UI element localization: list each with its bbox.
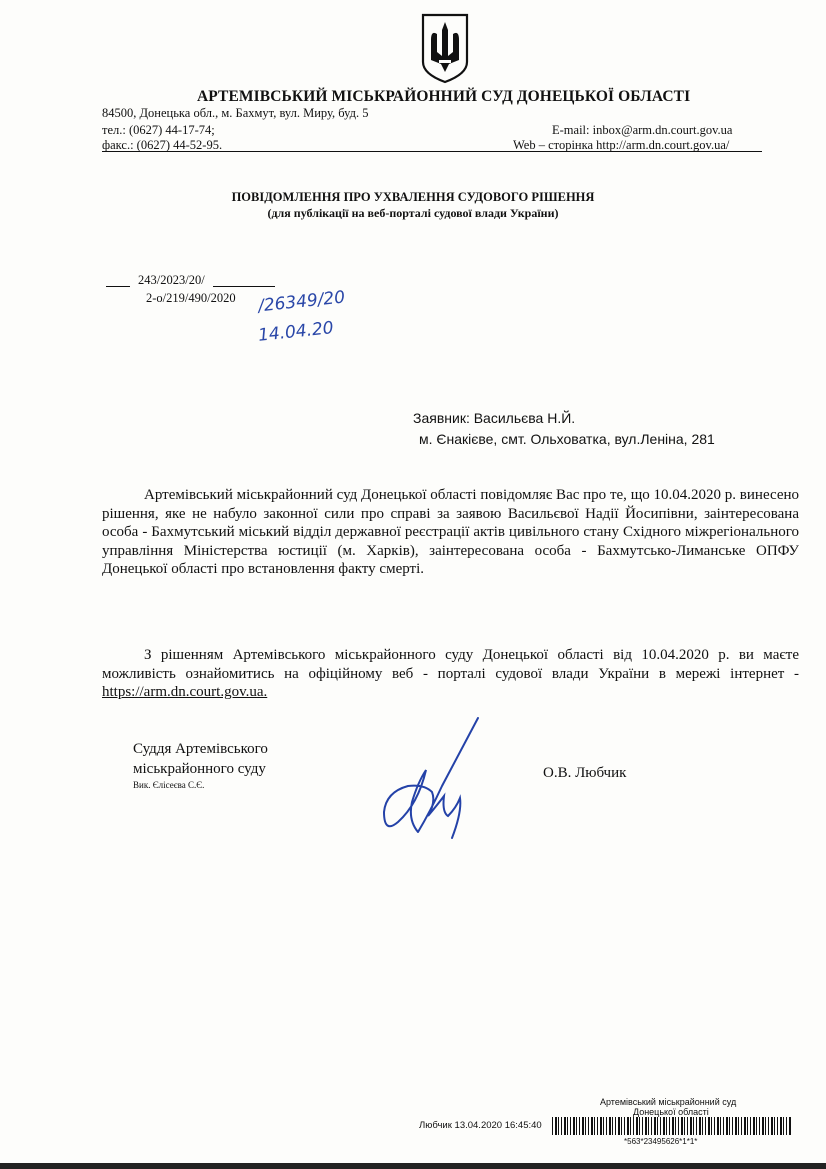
judge-role-line-2: міськрайонного суду	[133, 761, 266, 777]
notice-title: ПОВІДОМЛЕННЯ ПРО УХВАЛЕННЯ СУДОВОГО РІШЕННЯ	[231, 190, 595, 204]
case-number-2: 2-о/219/490/2020	[146, 291, 236, 305]
handwritten-date: 14.04.20	[257, 318, 335, 346]
barcode-code: *563*23495626*1*1*	[624, 1137, 698, 1146]
judge-role-line-1: Суддя Артемівського	[133, 741, 268, 757]
header-divider	[102, 151, 762, 152]
case-number-blank	[106, 275, 130, 287]
case-number-underline	[213, 286, 275, 287]
court-phone: тел.: (0627) 44-17-74;	[102, 123, 215, 137]
court-email: E-mail: inbox@arm.dn.court.gov.ua	[552, 123, 733, 137]
coat-of-arms-icon	[419, 12, 471, 84]
case-number-1: 243/2023/20/	[138, 273, 205, 287]
judge-name: О.В. Любчик	[543, 765, 627, 781]
recipient-name: Заявник: Васильєва Н.Й.	[413, 410, 576, 426]
stamp-region: Донецької області	[633, 1107, 709, 1117]
notice-subtitle: (для публікації на веб-порталі судової влади України)	[267, 206, 559, 220]
paragraph-2-text: З рішенням Артемівського міськрайонного суду Донецької області від 10.04.2020 р. ви маєте можливість ознайомитись на офіційному веб - порталі судової влади України в мережі інтернет -	[102, 647, 799, 682]
stamp-court-name: Артемівський міськрайонний суд	[600, 1097, 737, 1107]
court-name: АРТЕМІВСЬКИЙ МІСЬКРАЙОННИЙ СУД ДОНЕЦЬКОЇ ОБЛАСТІ	[197, 88, 691, 105]
court-fax: факс.: (0627) 44-52-95.	[102, 138, 223, 152]
court-website: Web – сторінка http://arm.dn.court.gov.ua/	[513, 138, 730, 152]
scan-border	[0, 1163, 826, 1169]
notice-paragraph-1	[102, 486, 799, 579]
court-portal-link[interactable]: https://arm.dn.court.gov.ua.	[102, 684, 268, 700]
paragraph-1-text: Артемівський міськрайонний суд Донецької області повідомляє Вас про те, що 10.04.2020 р. винесено рішення, яке не набуло законної сили про справі за заявою Васильєвої Надії Йосипівни, заінтересована особа - Бахмутський міський відділ державної реєстрації актів цивільного стану Східного міжрегіонального управління Міністерства юстиції (м. Харків), заінтересована особа - Бахмутсько-Лиманське ОПФУ Донецької області про встановлення факту смерті.	[102, 487, 799, 577]
court-address: 84500, Донецька обл., м. Бахмут, вул. Миру, буд. 5	[102, 106, 369, 120]
handwritten-reg-number: /26349/20	[257, 287, 346, 317]
document-barcode	[552, 1117, 792, 1135]
recipient-address: м. Єнакієве, смт. Ольховатка, вул.Леніна, 281	[419, 431, 715, 447]
notice-paragraph-2	[102, 646, 799, 702]
signer-timestamp: Любчик 13.04.2020 16:45:40	[419, 1120, 542, 1131]
executor-name: Вик. Єлісеєва С.Є.	[133, 780, 205, 790]
handwritten-signature	[378, 712, 490, 844]
